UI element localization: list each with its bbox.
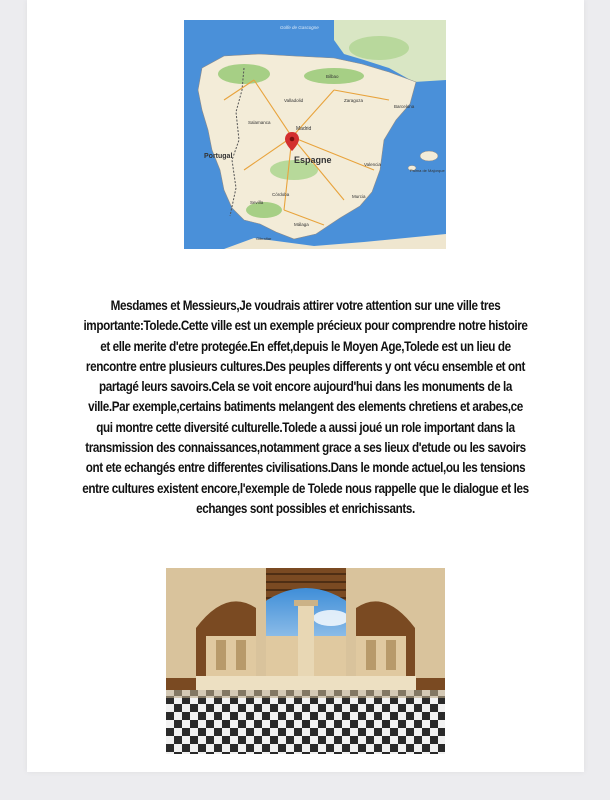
article-paragraph: Mesdames et Messieurs,Je voudrais attirer votre attention sur une ville tres importante:Tolede.Cette ville est un exemple précieux pour comprendre notre histoire et elle merite d'etre protegée.En effet,depuis le Moyen Age,Tolede est un lieu de rencontre entre plusieurs cultures.Des peuples differents y ont vécu ensemble et ont partagé leurs savoirs.Cela se voit encore aujourd'hui dans les monuments de la ville.Par exemple,certains batiments melangent des elements chretiens et arabes,ce qui montre cette diversité culturelle.Tolede a aussi joué un role important dans la transmission des connaissances,notamment grace a ses lieux d'etude ou les savoirs ont ete echangés entre differentes civilisations.Dans le monde actuel,ou les tensions entre cultures existent encore,l'exemple de Tolede nous rappelle que le dialogue et les echanges sont possibles et enrichissants.	[82, 298, 529, 516]
map-image	[184, 20, 446, 249]
column-capital	[294, 600, 318, 606]
document-page	[27, 0, 584, 772]
checkered-floor	[166, 690, 445, 754]
green-region	[349, 36, 409, 60]
balustrade	[196, 676, 416, 690]
city-label: Córdoba	[272, 192, 290, 197]
central-column	[298, 604, 314, 684]
photo-image	[166, 568, 445, 754]
city-label: Bilbao	[326, 74, 339, 79]
city-label: Valladolid	[284, 98, 304, 103]
map-of-spain	[184, 20, 446, 249]
city-label: Salamanca	[248, 120, 271, 125]
city-label: Valencia	[364, 162, 381, 167]
neighbor-label: Portugal	[204, 153, 233, 160]
cloud	[313, 610, 349, 626]
floor-edge	[166, 690, 445, 698]
city-label: Barcelona	[394, 104, 415, 109]
city-label: Palma de Majorque	[410, 168, 445, 173]
city-label: Zaragoza	[344, 98, 364, 103]
green-region	[218, 64, 270, 84]
cloister-photo	[166, 568, 445, 754]
country-label: Espagne	[294, 155, 332, 165]
capital-label: Madrid	[296, 126, 312, 132]
city-label: Murcia	[352, 194, 366, 199]
city-label: Gibraltar	[256, 236, 272, 241]
sea-label: Golfe de Gascogne	[280, 25, 319, 30]
city-label: Sevilla	[250, 200, 264, 205]
city-label: Málaga	[294, 222, 309, 227]
balearic-islands	[420, 151, 438, 161]
